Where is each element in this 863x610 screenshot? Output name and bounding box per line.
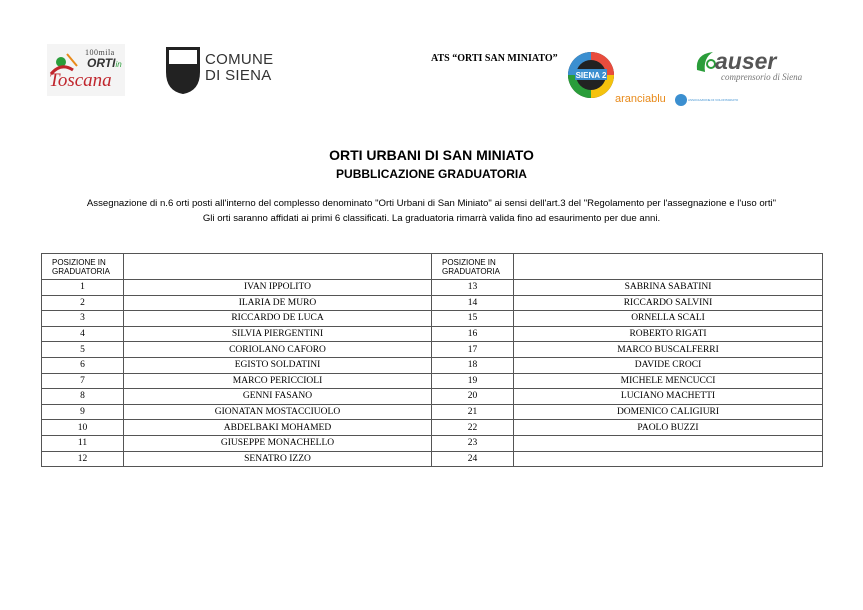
name-cell: SILVIA PIERGENTINI [124,326,432,342]
intro-line-2: Gli orti saranno affidati ai primi 6 classificati. La graduatoria rimarrà valida fino ad esaurimento per due anni. [202,213,661,224]
position-cell: 20 [432,389,514,405]
name-cell: DAVIDE CROCI [514,357,823,373]
position-cell: 23 [432,435,514,451]
siena-logo-text: COMUNE DI SIENA [205,51,274,84]
table-row [42,295,823,311]
name-cell: MARCO PERICCIOLI [124,373,432,389]
table-row [42,280,823,296]
position-cell: 1 [42,280,124,296]
name-header-left [124,254,432,280]
position-cell: 24 [432,451,514,467]
siena2-logo-text: SIENA 2 [575,71,607,80]
siena2-logo [567,51,615,99]
name-cell: RICCARDO SALVINI [514,295,823,311]
aranciablu-logo [615,92,755,108]
name-cell: ORNELLA SCALI [514,311,823,327]
name-cell: ILARIA DE MURO [124,295,432,311]
position-cell: 6 [42,357,124,373]
name-cell: SABRINA SABATINI [514,280,823,296]
position-cell: 19 [432,373,514,389]
comune-di-siena-logo [165,46,285,94]
aranciablu-name: aranciablu [615,93,666,105]
table-row [42,404,823,420]
table-row [42,326,823,342]
position-header-left: POSIZIONE IN GRADUATORIA [42,254,124,280]
name-cell: MARCO BUSCALFERRI [514,342,823,358]
auser-name: auser [715,48,777,74]
auser-logo [693,46,811,82]
orti-logo-line1: 100mila [85,48,115,57]
position-cell: 2 [42,295,124,311]
orti-in-toscana-logo [47,44,125,96]
name-cell: RICCARDO DE LUCA [124,311,432,327]
name-cell: LUCIANO MACHETTI [514,389,823,405]
position-cell: 17 [432,342,514,358]
position-cell: 5 [42,342,124,358]
position-cell: 21 [432,404,514,420]
name-cell: DOMENICO CALIGIURI [514,404,823,420]
orti-logo-line3: Toscana [49,70,112,91]
siena-shield-icon [165,46,201,94]
siena2-circle-icon [567,51,615,99]
position-cell: 10 [42,420,124,436]
name-cell: ROBERTO RIGATI [514,326,823,342]
position-cell: 15 [432,311,514,327]
table-row [42,357,823,373]
ats-title: ATS “ORTI SAN MINIATO” [431,53,558,64]
name-cell [514,451,823,467]
name-cell [514,435,823,451]
position-header-right: POSIZIONE IN GRADUATORIA [432,254,514,280]
name-cell: ABDELBAKI MOHAMED [124,420,432,436]
position-cell: 18 [432,357,514,373]
position-cell: 8 [42,389,124,405]
ranking-table-body [42,280,823,467]
position-cell: 13 [432,280,514,296]
name-cell: EGISTO SOLDATINI [124,357,432,373]
name-cell: PAOLO BUZZI [514,420,823,436]
intro-text [0,196,863,226]
table-row [42,451,823,467]
name-cell: GENNI FASANO [124,389,432,405]
position-cell: 12 [42,451,124,467]
table-row [42,435,823,451]
orti-logo-line2: ORTIin [87,56,122,70]
position-cell: 16 [432,326,514,342]
position-cell: 3 [42,311,124,327]
position-cell: 9 [42,404,124,420]
position-cell: 11 [42,435,124,451]
table-row [42,311,823,327]
position-cell: 4 [42,326,124,342]
name-cell: GIUSEPPE MONACHELLO [124,435,432,451]
document-title: ORTI URBANI DI SAN MINIATO [329,147,534,163]
name-cell: GIONATAN MOSTACCIUOLO [124,404,432,420]
auser-sub: comprensorio di Siena [721,72,803,82]
position-cell: 7 [42,373,124,389]
ranking-table [41,253,823,467]
name-cell: CORIOLANO CAFORO [124,342,432,358]
aranciablu-tagline: ASSOCIAZIONE DI VOLONTARIATO [688,98,739,102]
aranciablu-dot-icon [674,93,688,107]
name-cell: MICHELE MENCUCCI [514,373,823,389]
intro-line-1: Assegnazione di n.6 orti posti all'interno del complesso denominato "Orti Urbani di San Miniato" ai sensi dell'art.3 del "Regolamento per l'assegnazione e l'uso orti" [86,198,777,209]
table-row [42,420,823,436]
table-header-row [42,254,823,280]
position-cell: 22 [432,420,514,436]
name-cell: SENATRO IZZO [124,451,432,467]
name-header-right [514,254,823,280]
name-cell: IVAN IPPOLITO [124,280,432,296]
document-subtitle: PUBBLICAZIONE GRADUATORIA [336,167,527,181]
table-row [42,342,823,358]
table-row [42,389,823,405]
position-cell: 14 [432,295,514,311]
table-row [42,373,823,389]
